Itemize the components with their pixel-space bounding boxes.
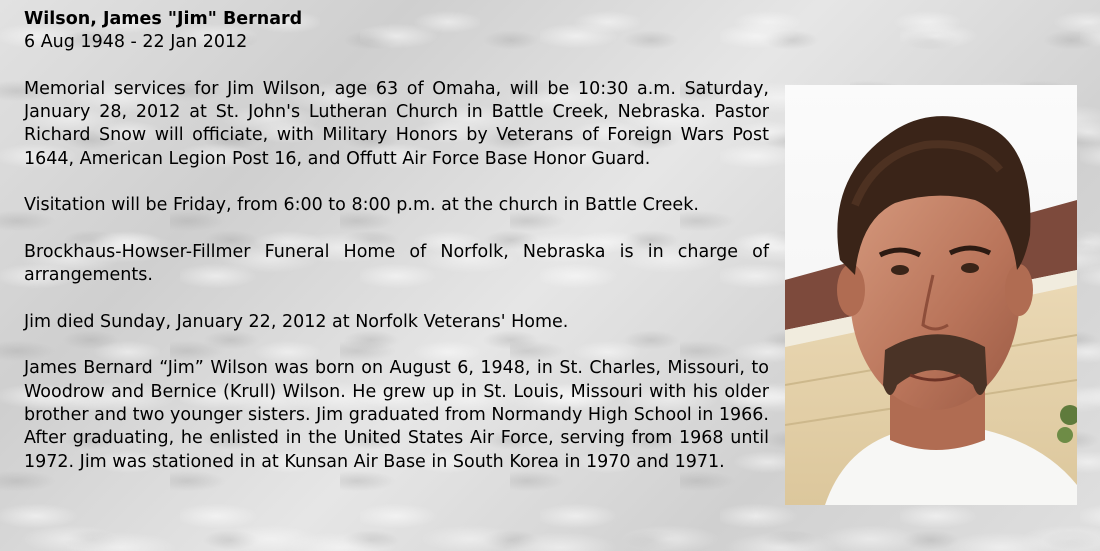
portrait-image [785, 85, 1077, 505]
paragraph-biography: James Bernard “Jim” Wilson was born on August 6, 1948, in St. Charles, Missouri, to Woodrow and Bernice (Krull) Wilson. He grew up in St. Louis, Missouri with his older brother and two younger sisters. Jim graduated from Normandy High School in 1966. After graduating, he enlisted in the United States Air Force, serving from 1968 until 1972. Jim was stationed in at Kunsan Air Base in South Korea in 1970 and 1971. [24, 358, 769, 472]
paragraph-death: Jim died Sunday, January 22, 2012 at Norfolk Veterans' Home. [24, 311, 569, 332]
paragraph-memorial-services: Memorial services for Jim Wilson, age 63 of Omaha, will be 10:30 a.m. Saturday, January 28, 2012 at St. John's Lutheran Church in Battle Creek, Nebraska. Pastor Richard Snow will officiate, with Military Honors by Veterans of Foreign Wars Post 1644, American Legion Post 16, and Offutt Air Force Base Honor Guard. [24, 78, 769, 169]
paragraph-funeral-home: Brockhaus-Howser-Fillmer Funeral Home of Norfolk, Nebraska is in charge of arrangements. [24, 241, 769, 286]
obituary-name-heading: Wilson, James "Jim" Bernard [24, 9, 303, 29]
obituary-content [24, 8, 1090, 515]
portrait-photo [785, 85, 1077, 505]
paragraph-visitation: Visitation will be Friday, from 6:00 to 8:00 p.m. at the church in Battle Creek. [24, 195, 699, 216]
life-dates: 6 Aug 1948 - 22 Jan 2012 [24, 32, 248, 53]
